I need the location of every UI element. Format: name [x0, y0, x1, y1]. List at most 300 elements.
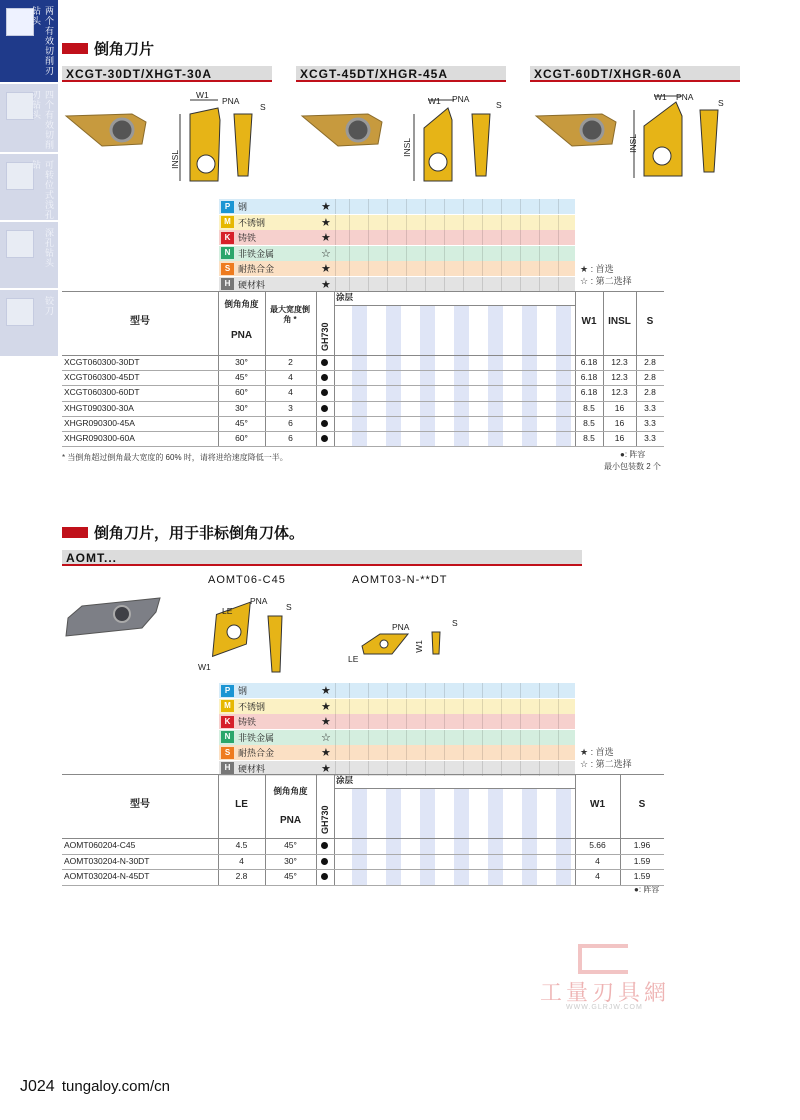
grid-divider: [463, 261, 464, 276]
grade-column-stripe: [420, 788, 435, 885]
grid-divider: [463, 215, 464, 230]
material-name: 钢: [238, 686, 248, 696]
grid-divider: [387, 745, 388, 760]
dim-le: LE: [222, 606, 233, 616]
row-s: 1.59: [633, 871, 651, 881]
grid-divider: [558, 745, 559, 760]
grid-divider: [558, 714, 559, 729]
dim-w1: W1: [414, 640, 424, 653]
material-row: [219, 261, 575, 276]
row-pna: 45°: [284, 840, 297, 850]
grid-divider: [335, 246, 336, 261]
material-code: M: [221, 700, 234, 712]
dim-pna: PNA: [250, 596, 268, 606]
grid-divider: [368, 246, 369, 261]
dim-w1: W1: [654, 92, 667, 102]
material-code: S: [221, 263, 234, 275]
col-header-coating: 涂层: [336, 775, 354, 785]
grid-divider: [444, 277, 445, 292]
row-model: XHGT090300-30A: [64, 402, 134, 413]
dim-pna: PNA: [392, 622, 410, 632]
grid-divider: [482, 745, 483, 760]
grade-column-stripe: [352, 788, 367, 885]
page-footer: [20, 1078, 170, 1096]
row-insl: 12.3: [611, 387, 628, 398]
col-header-s: S: [638, 799, 646, 810]
grid-divider: [349, 699, 350, 714]
grade-column-stripe: [488, 788, 503, 885]
aomt-photo: [66, 598, 160, 636]
material-row: [219, 683, 575, 698]
row-s: 1.96: [633, 840, 651, 850]
table-divider: [334, 774, 335, 885]
grid-divider: [406, 261, 407, 276]
insert-drawing-3: [634, 96, 718, 178]
grid-divider: [335, 699, 336, 714]
grid-divider: [520, 246, 521, 261]
grid-divider: [539, 745, 540, 760]
grid-divider: [406, 714, 407, 729]
material-code: P: [221, 201, 234, 213]
grid-divider: [335, 199, 336, 214]
legend-first-choice: ★ : 首选: [580, 747, 614, 757]
grid-divider: [482, 230, 483, 245]
row-s: 3.3: [644, 433, 656, 443]
grid-divider: [335, 261, 336, 276]
grid-divider: [406, 730, 407, 745]
grid-divider: [520, 730, 521, 745]
recommendation-mark: ★: [321, 700, 331, 713]
table-row-rule: [62, 385, 664, 386]
caption-aomt06: AOMT06-C45: [208, 574, 286, 586]
grid-divider: [482, 714, 483, 729]
grid-divider: [444, 683, 445, 698]
grid-divider: [444, 246, 445, 261]
recommendation-mark: ☆: [321, 731, 331, 744]
min-pack-note: 最小包装数 2 个: [604, 462, 661, 471]
grid-divider: [444, 215, 445, 230]
grid-divider: [539, 199, 540, 214]
grid-divider: [501, 745, 502, 760]
stock-dot-icon: [321, 389, 328, 396]
table-divider: [316, 291, 317, 446]
row-model: XCGT060300-30DT: [64, 357, 140, 367]
recommendation-mark: ★: [321, 278, 331, 291]
grid-divider: [501, 714, 502, 729]
row-pna: 60°: [235, 433, 248, 443]
insert-photo-1: [66, 114, 146, 146]
row-max-width: 2: [288, 357, 293, 367]
legend-second-choice: ☆ : 第二选择: [580, 276, 632, 286]
grid-divider: [558, 246, 559, 261]
col-header-model: 型号: [130, 316, 150, 327]
table-row-rule: [62, 854, 664, 855]
dim-pna: PNA: [222, 96, 240, 106]
row-max-width: 4: [288, 387, 293, 398]
grid-divider: [463, 730, 464, 745]
aomt-drawings: [62, 588, 482, 678]
row-w1: 8.5: [583, 433, 595, 443]
grid-divider: [539, 714, 540, 729]
grid-divider: [539, 246, 540, 261]
material-name: 非铁金属: [238, 732, 275, 743]
dim-w1: W1: [196, 90, 209, 100]
row-model: XHGR090300-45A: [64, 417, 135, 428]
grid-divider: [520, 714, 521, 729]
grid-divider: [501, 277, 502, 292]
col-header-angle: 倒角角度: [224, 299, 259, 309]
watermark-logo-icon: [578, 944, 628, 974]
table-row-rule: [62, 446, 664, 447]
grid-divider: [387, 261, 388, 276]
grid-divider: [368, 699, 369, 714]
grid-divider: [349, 714, 350, 729]
grid-divider: [425, 261, 426, 276]
grid-divider: [539, 730, 540, 745]
grid-divider: [558, 199, 559, 214]
grid-divider: [425, 730, 426, 745]
legend-second-choice: ☆ : 第二选择: [580, 759, 632, 769]
grade-column-stripe: [522, 305, 537, 446]
col-header-s: S: [646, 316, 654, 327]
grid-divider: [558, 730, 559, 745]
grid-divider: [520, 683, 521, 698]
stock-dot-icon: [321, 435, 328, 442]
row-w1: 6.18: [580, 387, 598, 398]
row-s: 2.8: [644, 357, 656, 367]
recommendation-mark: ★: [321, 263, 331, 275]
site-url[interactable]: tungaloy.com/cn: [61, 1078, 170, 1095]
drill-thumbnail-icon: [6, 230, 34, 258]
material-row: [219, 699, 575, 714]
grid-divider: [482, 215, 483, 230]
side-tab-4[interactable]: [0, 290, 58, 358]
grid-divider: [501, 699, 502, 714]
grid-divider: [387, 277, 388, 292]
table-divider: [620, 774, 621, 885]
grid-divider: [482, 730, 483, 745]
grid-divider: [349, 745, 350, 760]
grid-divider: [482, 699, 483, 714]
table-row-rule: [62, 431, 664, 432]
row-s: 3.3: [644, 417, 656, 428]
grid-divider: [335, 215, 336, 230]
aomt-header: AOMT...: [62, 550, 582, 566]
grid-divider: [368, 261, 369, 276]
dim-s: S: [496, 100, 502, 110]
grid-divider: [335, 683, 336, 698]
row-model: XHGR090300-60A: [64, 433, 135, 443]
section2-title-text: 倒角刀片，用于非标倒角刀体。: [94, 525, 305, 542]
grid-divider: [368, 230, 369, 245]
grade-column-stripe: [522, 788, 537, 885]
grid-divider: [520, 230, 521, 245]
grid-divider: [349, 199, 350, 214]
row-w1: 8.5: [583, 417, 595, 428]
grid-divider: [482, 277, 483, 292]
row-model: XCGT060300-45DT: [64, 372, 140, 383]
insert-drawing-1: [180, 100, 252, 181]
grid-divider: [387, 246, 388, 261]
grid-divider: [368, 730, 369, 745]
material-row: [219, 277, 575, 292]
grid-divider: [387, 683, 388, 698]
watermark-text: 工量刃具網: [540, 980, 671, 1005]
grid-divider: [444, 730, 445, 745]
material-code: K: [221, 232, 234, 244]
col-header-grade: GH730: [320, 322, 330, 351]
grid-divider: [520, 261, 521, 276]
material-code: P: [221, 685, 234, 697]
grid-divider: [406, 745, 407, 760]
table-rule: [62, 838, 664, 839]
grid-divider: [425, 699, 426, 714]
side-tab-3[interactable]: [0, 222, 58, 290]
grid-divider: [335, 714, 336, 729]
row-w1: 4: [595, 855, 600, 866]
row-le: 2.8: [235, 871, 248, 881]
material-code: H: [221, 762, 234, 774]
grid-divider: [539, 230, 540, 245]
model-header-3: XCGT-60DT/XHGR-60A: [530, 66, 740, 82]
grid-divider: [558, 699, 559, 714]
grid-divider: [425, 745, 426, 760]
grid-divider: [368, 745, 369, 760]
material-code: M: [221, 216, 234, 228]
grid-divider: [444, 199, 445, 214]
grade-column-stripe: [386, 788, 401, 885]
material-name: 硬材料: [238, 279, 266, 290]
grid-divider: [444, 699, 445, 714]
grade-column-stripe: [454, 788, 469, 885]
recommendation-mark: ☆: [321, 247, 331, 260]
dim-w1: W1: [198, 662, 211, 672]
side-tab-2[interactable]: [0, 154, 58, 222]
grid-divider: [444, 261, 445, 276]
grid-divider: [501, 246, 502, 261]
grade-column-stripe: [556, 305, 571, 446]
grid-divider: [368, 277, 369, 292]
grid-divider: [520, 745, 521, 760]
row-pna: 45°: [284, 871, 297, 881]
grid-divider: [463, 199, 464, 214]
material-row: [219, 246, 575, 261]
grid-divider: [463, 277, 464, 292]
grid-divider: [406, 215, 407, 230]
table-rule: [334, 305, 575, 306]
side-tab-0[interactable]: [0, 0, 58, 84]
grid-divider: [349, 683, 350, 698]
dim-insl: INSL: [402, 138, 412, 157]
grid-divider: [425, 246, 426, 261]
material-code: K: [221, 716, 234, 728]
row-insl: 16: [614, 402, 625, 413]
model-header-2: XCGT-45DT/XHGR-45A: [296, 66, 506, 82]
row-w1: 4: [595, 871, 600, 881]
recommendation-mark: ★: [321, 762, 331, 775]
model-header-1: XCGT-30DT/XHGT-30A: [62, 66, 272, 82]
grid-divider: [349, 246, 350, 261]
row-pna: 30°: [235, 402, 248, 413]
row-s: 3.3: [644, 402, 656, 413]
side-navigation: [0, 0, 58, 1120]
table-row-rule: [62, 416, 664, 417]
grid-divider: [463, 745, 464, 760]
grid-divider: [539, 699, 540, 714]
dim-le: LE: [348, 654, 359, 664]
grid-divider: [406, 683, 407, 698]
row-w1: 6.18: [580, 372, 598, 383]
grid-divider: [387, 730, 388, 745]
grid-divider: [520, 215, 521, 230]
row-s: 2.8: [644, 387, 656, 398]
col-header-pna: PNA: [230, 330, 253, 341]
grade-column-stripe: [556, 788, 571, 885]
dim-insl: INSL: [170, 150, 180, 169]
recommendation-mark: ★: [321, 201, 331, 213]
grid-divider: [425, 714, 426, 729]
grade-column-stripe: [420, 305, 435, 446]
row-insl: 16: [614, 433, 625, 443]
table-divider: [334, 291, 335, 446]
grid-divider: [558, 261, 559, 276]
material-row: [219, 199, 575, 214]
material-name: 耐热合金: [238, 264, 275, 274]
material-row: [219, 745, 575, 760]
table-rule: [334, 788, 575, 789]
grid-divider: [539, 261, 540, 276]
dim-s: S: [260, 102, 266, 112]
grade-column-stripe: [352, 305, 367, 446]
grid-divider: [444, 714, 445, 729]
grid-divider: [501, 730, 502, 745]
grid-divider: [335, 745, 336, 760]
recommendation-mark: ★: [321, 232, 331, 244]
grid-divider: [482, 261, 483, 276]
caption-aomt03: AOMT03-N-**DT: [352, 574, 448, 586]
grid-divider: [501, 199, 502, 214]
grid-divider: [501, 230, 502, 245]
grid-divider: [463, 683, 464, 698]
grid-divider: [368, 215, 369, 230]
section2-title: [62, 522, 304, 543]
stock-dot-icon: [321, 405, 328, 412]
table-row-rule: [62, 869, 664, 870]
row-le: 4.5: [235, 840, 248, 850]
page-number: J024: [20, 1078, 55, 1095]
stock-dot-icon: [321, 420, 328, 427]
recommendation-mark: ★: [321, 685, 331, 697]
row-insl: 12.3: [611, 357, 628, 367]
table-rule: [62, 355, 664, 356]
grid-divider: [406, 246, 407, 261]
col-header-max-width: 最大宽度倒角 *: [270, 305, 310, 324]
row-le: 4: [239, 855, 244, 866]
material-name: 不锈钢: [238, 701, 266, 712]
side-tab-label: 四个有效切削刃钻头: [31, 90, 54, 150]
row-max-width: 6: [288, 417, 293, 428]
row-model: AOMT060204-C45: [64, 840, 136, 850]
grid-divider: [349, 261, 350, 276]
grid-divider: [482, 199, 483, 214]
material-row: [219, 215, 575, 230]
material-code: H: [221, 278, 234, 290]
grid-divider: [335, 230, 336, 245]
grid-divider: [387, 714, 388, 729]
grid-divider: [463, 714, 464, 729]
dim-w1: W1: [428, 96, 441, 106]
watermark-url: WWW.GLRJW.COM: [566, 1004, 643, 1011]
table-divider: [218, 774, 219, 885]
dim-s: S: [286, 602, 292, 612]
grid-divider: [425, 215, 426, 230]
table-divider: [316, 774, 317, 885]
row-model: XCGT060300-60DT: [64, 387, 140, 398]
recommendation-mark: ★: [321, 747, 331, 759]
grid-divider: [406, 699, 407, 714]
material-name: 不锈钢: [238, 217, 266, 228]
grid-divider: [539, 215, 540, 230]
row-w1: 6.18: [580, 357, 598, 367]
material-name: 耐热合金: [238, 748, 275, 758]
side-tab-1[interactable]: [0, 84, 58, 154]
grid-divider: [406, 230, 407, 245]
row-insl: 12.3: [611, 372, 628, 383]
row-pna: 30°: [235, 357, 248, 367]
stock-dot-icon: [321, 359, 328, 366]
grid-divider: [520, 199, 521, 214]
material-name: 硬材料: [238, 763, 266, 774]
grid-divider: [501, 215, 502, 230]
insert-photo-3: [536, 114, 616, 146]
recommendation-mark: ★: [321, 716, 331, 728]
grid-divider: [349, 215, 350, 230]
insert-drawing-2: [414, 100, 490, 181]
col-header-le: LE: [235, 799, 248, 810]
material-name: 钢: [238, 202, 248, 212]
dim-s: S: [718, 98, 724, 108]
grid-divider: [368, 199, 369, 214]
grid-divider: [463, 246, 464, 261]
dim-pna: PNA: [452, 94, 470, 104]
row-pna: 45°: [235, 372, 248, 383]
grid-divider: [520, 277, 521, 292]
grid-divider: [387, 215, 388, 230]
table-row-rule: [62, 885, 664, 886]
grid-divider: [539, 683, 540, 698]
grid-divider: [335, 730, 336, 745]
stock-legend: ●: 阵容: [634, 885, 660, 894]
table-rule: [62, 291, 664, 292]
row-w1: 5.66: [589, 840, 606, 850]
table-divider: [575, 774, 576, 885]
legend-first-choice: ★ : 首选: [580, 264, 614, 274]
dim-s: S: [452, 618, 458, 628]
row-w1: 8.5: [583, 402, 595, 413]
material-row: [219, 714, 575, 729]
table-row-rule: [62, 401, 664, 402]
col-header-angle: 倒角角度: [273, 786, 308, 796]
row-pna: 45°: [235, 417, 248, 428]
table-row-rule: [62, 370, 664, 371]
row-model: AOMT030204-N-30DT: [64, 855, 150, 866]
stock-dot-icon: [321, 842, 328, 849]
grid-divider: [558, 683, 559, 698]
col-header-w1: W1: [581, 316, 597, 327]
grid-divider: [349, 730, 350, 745]
grid-divider: [558, 230, 559, 245]
side-tab-label: 两个有效切削刃钻头: [31, 6, 54, 76]
